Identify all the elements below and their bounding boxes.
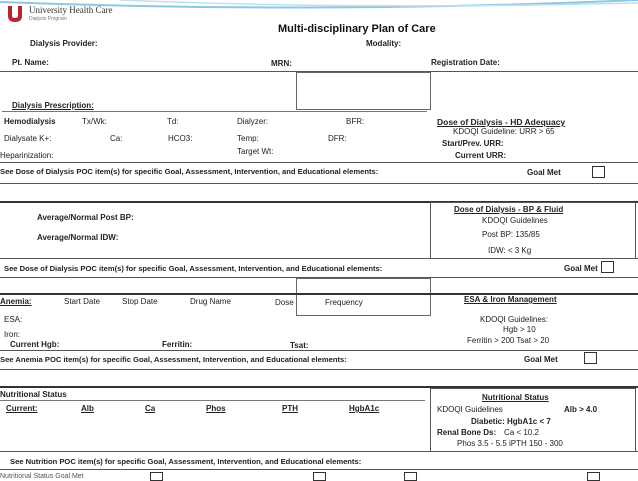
divider <box>0 258 638 259</box>
alb-goal: Alb > 4.0 <box>564 405 598 414</box>
divider <box>0 369 638 370</box>
anemia-poc-note: See Anemia POC item(s) for specific Goal, Assessment, Intervention, and Educational elements: <box>0 355 347 364</box>
bfr-label: BFR: <box>346 117 365 126</box>
ferritin-label: Ferritin: <box>162 340 193 349</box>
anemia-goal-met-checkbox[interactable] <box>584 352 597 364</box>
stop-date-col: Stop Date <box>122 297 158 306</box>
hgb-goal: Hgb > 10 <box>503 325 536 334</box>
avg-post-bp-label: Average/Normal Post BP: <box>37 213 134 222</box>
hgba1c-col: HgbA1c <box>349 404 380 413</box>
dialyzer-label: Dialyzer: <box>237 117 269 126</box>
current-hgb-label: Current Hgb: <box>10 340 60 349</box>
anemia-kdoqi-label: KDOQI Guidelines: <box>480 315 549 324</box>
ferritin-tsat-goal: Ferritin > 200 Tsat > 20 <box>467 336 550 345</box>
nutrition-kdoqi-label: KDOQI Guidelines <box>437 405 503 414</box>
tsat-label: Tsat: <box>290 341 309 350</box>
anemia-goal-met-label: Goal Met <box>524 355 558 364</box>
alb-col: Alb <box>81 404 94 413</box>
divider <box>0 469 638 470</box>
esa-label: ESA: <box>4 315 23 324</box>
iron-label: Iron: <box>4 330 21 339</box>
blank-overlay-box <box>296 278 431 316</box>
bp-kdoqi-label: KDOQI Guidelines <box>482 216 548 225</box>
nutrition-poc-note: See Nutrition POC item(s) for specific Goal, Assessment, Intervention, and Educational elements: <box>10 457 362 466</box>
tx-wk-label: Tx/Wk: <box>82 117 107 126</box>
ca-col: Ca <box>145 404 156 413</box>
checkbox[interactable] <box>313 472 326 481</box>
mrn-label: MRN: <box>271 59 292 68</box>
nutrition-goal-met-checkbox[interactable] <box>150 472 163 481</box>
nutrition-goal-met-row: Nutritional Status Goal Met <box>0 473 84 480</box>
divider <box>0 400 425 401</box>
page-title: Multi-disciplinary Plan of Care <box>278 23 436 35</box>
dose-poc-note: See Dose of Dialysis POC item(s) for specific Goal, Assessment, Intervention, and Educational elements: <box>0 167 379 176</box>
ca-goal: Ca < 10.2 <box>504 428 539 437</box>
goal-met-label: Goal Met <box>527 168 561 177</box>
blank-overlay-box <box>296 72 431 110</box>
bp-fluid-title: Dose of Dialysis - BP & Fluid <box>454 205 564 214</box>
hco3-label: HCO3: <box>168 134 193 143</box>
esa-iron-title: ESA & Iron Management <box>464 295 557 304</box>
diabetic-goal: Diabetic: HgbA1c < 7 <box>471 417 551 426</box>
heparinization-label: Heparinization: <box>0 151 54 160</box>
start-prev-urr-label: Start/Prev. URR: <box>442 139 504 148</box>
registration-date-label: Registration Date: <box>431 58 500 67</box>
divider <box>2 111 427 112</box>
current-label: Current: <box>6 404 38 413</box>
checkbox[interactable] <box>587 472 600 481</box>
dialysis-provider-label: Dialysis Provider: <box>30 39 98 48</box>
frequency-col: Frequency <box>325 298 363 307</box>
logo-subtitle: Dialysis Program <box>29 16 67 22</box>
hemodialysis-label: Hemodialysis <box>4 117 56 126</box>
university-health-care-logo-icon <box>5 4 25 24</box>
dfr-label: DFR: <box>328 134 347 143</box>
bp-goal-met-checkbox[interactable] <box>601 261 614 273</box>
divider <box>0 451 638 452</box>
modality-label: Modality: <box>366 39 402 48</box>
adequacy-title: Dose of Dialysis - HD Adequacy <box>437 117 566 127</box>
bp-goal-met-label: Goal Met <box>564 264 598 273</box>
bp-poc-note: See Dose of Dialysis POC item(s) for specific Goal, Assessment, Intervention, and Educational elements: <box>4 264 383 273</box>
goal-met-checkbox[interactable] <box>592 166 605 178</box>
pth-col: PTH <box>282 404 298 413</box>
checkbox[interactable] <box>404 472 417 481</box>
idw-goal: IDW: < 3 Kg <box>488 246 532 255</box>
logo-name: University Health Care <box>29 5 113 15</box>
renal-bone-label: Renal Bone Ds: <box>437 428 497 437</box>
temp-label: Temp: <box>237 134 259 143</box>
ca-label: Ca: <box>110 134 123 143</box>
post-bp-goal: Post BP: 135/85 <box>482 230 540 239</box>
kdoqi-urr: KDOQI Guideline: URR > 65 <box>453 127 555 136</box>
dialysis-prescription-heading: Dialysis Prescription: <box>12 101 94 110</box>
divider <box>0 350 638 351</box>
avg-idw-label: Average/Normal IDW: <box>37 233 119 242</box>
divider <box>0 162 638 163</box>
phos-col: Phos <box>206 404 226 413</box>
phos-pth-goal: Phos 3.5 - 5.5 iPTH 150 - 300 <box>457 439 563 448</box>
current-urr-label: Current URR: <box>455 151 507 160</box>
start-date-col: Start Date <box>64 297 101 306</box>
dose-col: Dose <box>275 298 294 307</box>
anemia-heading: Anemia: <box>0 297 32 306</box>
nutrition-heading: Nutritional Status <box>0 390 67 399</box>
pt-name-label: Pt. Name: <box>12 58 49 67</box>
dialysate-label: Dialysate K+: <box>4 134 52 143</box>
logo <box>5 4 145 26</box>
td-label: Td: <box>167 117 179 126</box>
target-wt-label: Target Wt: <box>237 147 274 156</box>
drug-name-col: Drug Name <box>190 297 231 306</box>
nutritional-status-title: Nutritional Status <box>482 393 549 402</box>
divider <box>0 183 638 184</box>
